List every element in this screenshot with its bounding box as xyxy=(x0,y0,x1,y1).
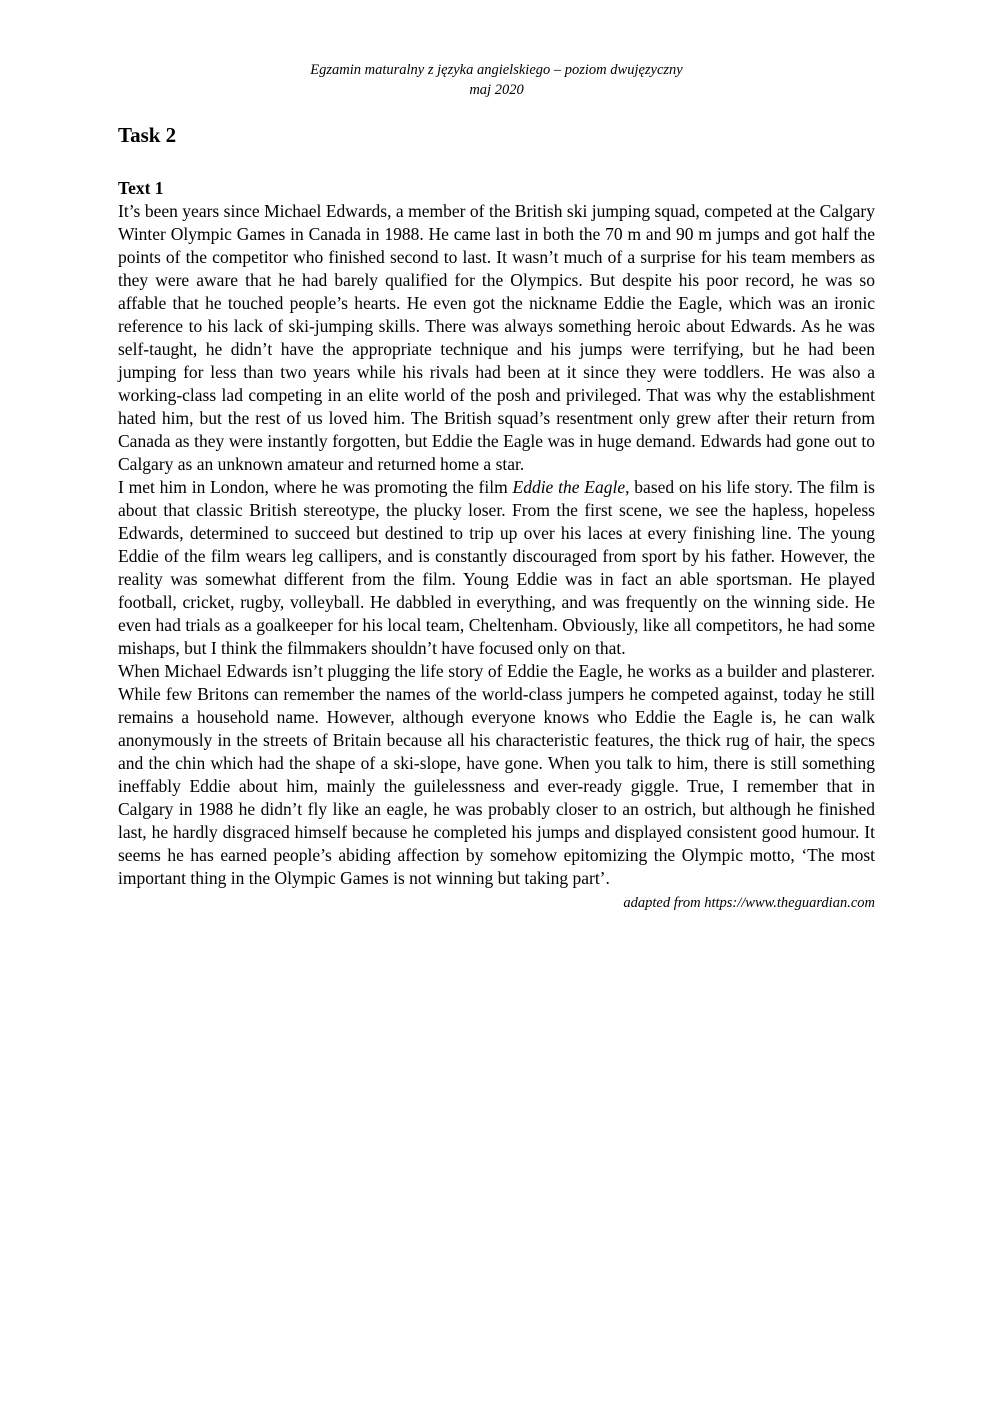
task-title: Task 2 xyxy=(118,123,177,147)
source-attribution: adapted from https://www.theguardian.com xyxy=(623,895,875,911)
text-title: Text 1 xyxy=(118,178,164,198)
header-exam-date: maj 2020 xyxy=(469,82,524,98)
page-header xyxy=(118,60,875,100)
paragraph-2 xyxy=(118,476,875,660)
paragraph-2-start: I met him in London, where he was promoting the film xyxy=(118,477,513,497)
paragraph-2-end: , based on his life story. The film is about that classic British stereotype, the plucky loser. From the first scene, we see the hapless, hopeless Edwards, determined to succeed but destined to trip up over his laces at every finishing line. The young Eddie of the film wears leg callipers, and is constantly discouraged from sport by his father. However, the reality was somewhat different from the film. Young Eddie was in fact an able sportsman. He played football, cricket, rugby, volleyball. He dabbled in everything, and was frequently on the winning side. He even had trials as a goalkeeper for his local team, Cheltenham. Obviously, like all competitors, he had some mishaps, but I think the filmmakers shouldn’t have focused only on that. xyxy=(118,477,875,658)
paragraph-3: When Michael Edwards isn’t plugging the life story of Eddie the Eagle, he works as a builder and plasterer. While few Britons can remember the names of the world-class jumpers he competed against, today he still remains a household name. However, although everyone knows who Eddie the Eagle is, he can walk anonymously in the streets of Britain because all his characteristic features, the thick rug of hair, the specs and the chin which had the shape of a ski-slope, have gone. When you talk to him, there is still something ineffably Eddie about him, mainly the guilelessness and ever-ready giggle. True, I remember that in Calgary in 1988 he didn’t fly like an eagle, he was probably closer to an ostrich, but although he finished last, he hardly disgraced himself because he completed his jumps and displayed consistent good humour. It seems he has earned people’s abiding affection by somehow epitomizing the Olympic motto, ‘The most important thing in the Olympic Games is not winning but taking part’. xyxy=(118,661,875,888)
paragraph-1: It’s been years since Michael Edwards, a member of the British ski jumping squad, competed at the Calgary Winter Olympic Games in Canada in 1988. He came last in both the 70 m and 90 m jumps and got half the points of the competitor who finished second to last. It wasn’t much of a surprise for his team members as they were aware that he had barely qualified for the Olympics. But despite his poor record, he was so affable that he touched people’s hearts. He even got the nickname Eddie the Eagle, which was an ironic reference to his lack of ski-jumping skills. There was always something heroic about Edwards. As he was self-taught, he didn’t have the appropriate technique and his jumps were terrifying, but he had been jumping for less than two years while his rivals had been at it since they were toddlers. He was also a working-class lad competing in an elite world of the posh and privileged. That was why the establishment hated him, but the rest of us loved him. The British squad’s resentment only grew after their return from Canada as they were instantly forgotten, but Eddie the Eagle was in huge demand. Edwards had gone out to Calgary as an unknown amateur and returned home a star. xyxy=(118,201,875,474)
exam-page xyxy=(118,0,875,913)
film-title: Eddie the Eagle xyxy=(512,477,626,497)
header-exam-title: Egzamin maturalny z języka angielskiego – poziom dwujęzyczny xyxy=(310,62,683,78)
